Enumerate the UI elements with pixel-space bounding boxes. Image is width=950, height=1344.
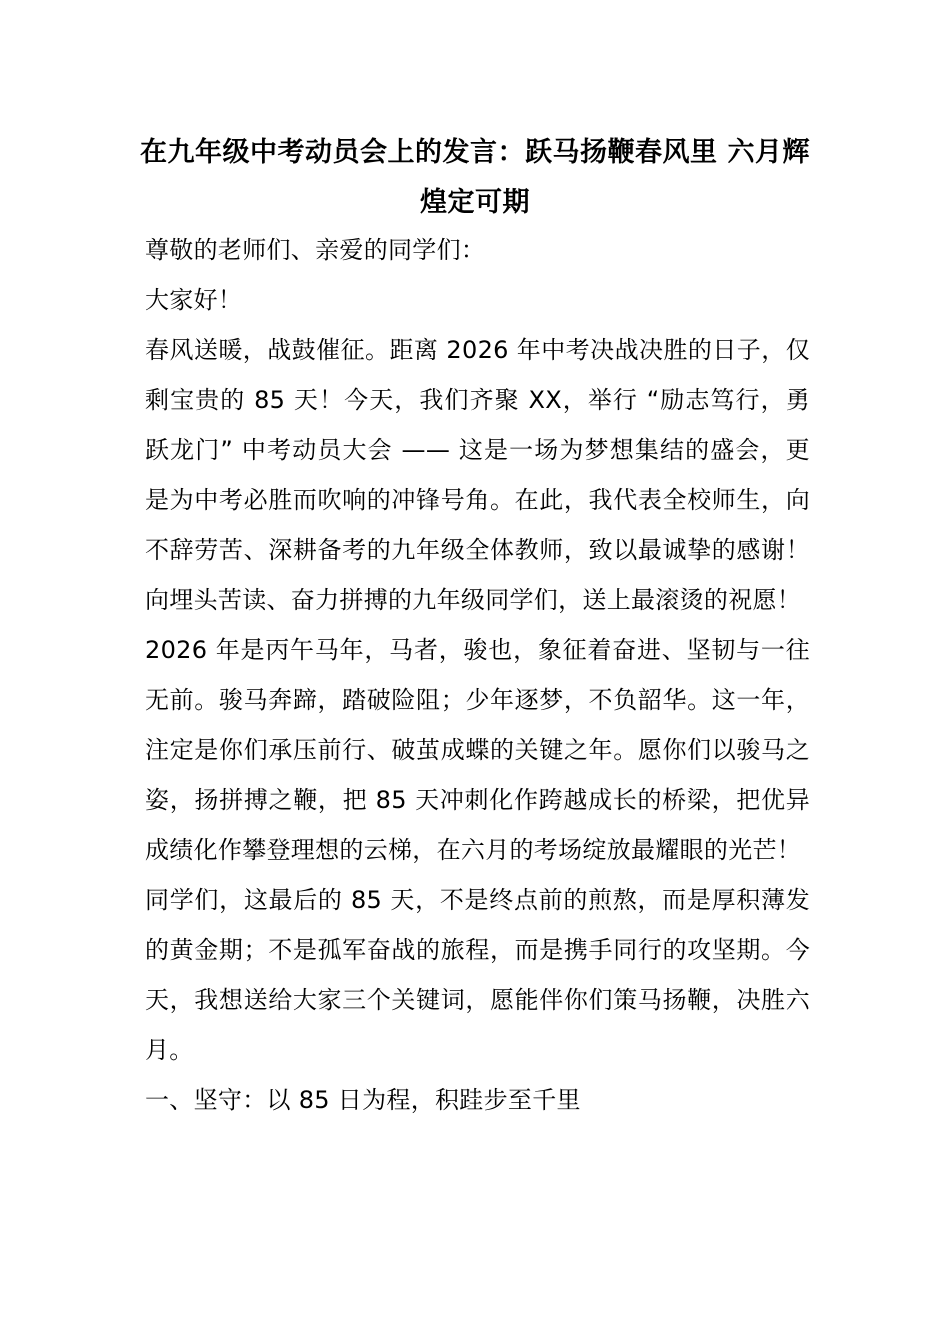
document-body bbox=[145, 225, 810, 1125]
paragraph-opening: 春风送暖，战鼓催征。距离 2026 年中考决战决胜的日子，仅剩宝贵的 85 天！今天，我们齐聚 XX，举行 “励志笃行，勇跃龙门” 中考动员大会 —— 这是一场为梦想集结的盛会，更是为中考必胜而吹响的冲锋号角。在此，我代表全校师生，向不辞劳苦、深耕备考的九年级全体教师，致以最诚挚的感谢！向埋头苦读、奋力拼搏的九年级同学们，送上最滚烫的祝愿！ bbox=[145, 336, 810, 614]
salutation: 尊敬的老师们、亲爱的同学们： bbox=[145, 236, 486, 264]
greeting: 大家好！ bbox=[145, 286, 243, 314]
paragraph-keywords: 同学们，这最后的 85 天，不是终点前的煎熬，而是厚积薄发的黄金期；不是孤军奋战的旅程，而是携手同行的攻坚期。今天，我想送给大家三个关键词，愿能伴你们策马扬鞭，决胜六月。 bbox=[145, 886, 810, 1064]
document-title: 在九年级中考动员会上的发言：跃马扬鞭春风里 六月辉煌定可期 bbox=[140, 137, 810, 218]
section-heading: 一、坚守：以 85 日为程，积跬步至千里 bbox=[145, 1086, 581, 1114]
paragraph-horse-year: 2026 年是丙午马年，马者，骏也，象征着奋进、坚韧与一往无前。骏马奔蹄，踏破险阻；少年逐梦，不负韶华。这一年，注定是你们承压前行、破茧成蝶的关键之年。愿你们以骏马之姿，扬拼搏之鞭，把 85 天冲刺化作跨越成长的桥梁，把优异成绩化作攀登理想的云梯，在六月的考场绽放最耀眼的光芒！ bbox=[145, 636, 810, 864]
